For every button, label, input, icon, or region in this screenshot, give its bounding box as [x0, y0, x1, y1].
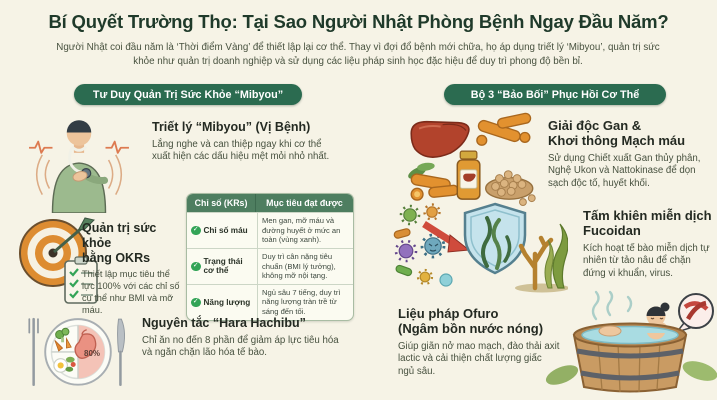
plate-80-label: 80% — [84, 349, 101, 358]
fucoidan-title-line1: Tấm khiên miễn dịch — [583, 208, 712, 223]
stethoscope-person-icon — [28, 109, 130, 213]
okr-kr-label: Trạng thái cơ thể — [203, 256, 243, 276]
left-column-header: Tư Duy Quản Trị Sức Khỏe “Mibyou” — [74, 84, 302, 105]
ofuro-description: Giúp giãn nở mao mạch, đào thải axit lactic và cải thiện chất lượng giấc ngủ sâu. — [398, 340, 560, 377]
liver-detox-title-line1: Giải độc Gan & — [548, 118, 642, 133]
virus-shield-seaweed-icon — [392, 199, 568, 294]
plate-80-percent-icon — [24, 305, 132, 395]
hara-hachibu-title: Nguyên tắc “Hara Hachibu” — [142, 316, 306, 330]
okr-title-line2: bằng OKRs — [82, 250, 151, 265]
check-icon: ✓ — [192, 298, 199, 306]
okr-row-body — [187, 248, 353, 284]
mibyou-item — [152, 120, 352, 164]
ofuro-bath-icon — [543, 289, 717, 397]
fucoidan-item — [583, 208, 717, 280]
page-subtitle: Người Nhật coi đầu năm là ‘Thời điểm Vàng’ để thiết lập lại cơ thể. Thay vì đợi đổ bệnh mới chữa, họ áp dụng triết lý ‘Mibyou’, quản trị sức khỏe như quản trị doanh nghiệp và sử dụng các liệu pháp sinh học đặc hiệu để duy trì phong độ bền bỉ. — [56, 42, 660, 67]
right-column-header: Bộ 3 “Bảo Bối” Phục Hồi Cơ Thể — [444, 84, 666, 105]
okr-row-energy — [187, 284, 353, 320]
okr-target-text: Ngủ sâu 7 tiếng, duy trì năng lượng tràn trề từ sáng đến tối. — [262, 287, 341, 317]
mibyou-title: Triết lý “Mibyou” (Vị Bệnh) — [152, 120, 311, 134]
okr-target-text: Men gan, mỡ máu và đường huyết ở mức an toàn (vùng xanh). — [262, 216, 341, 245]
check-icon: ✓ — [192, 226, 199, 234]
okr-header-kr: Chỉ số (KRs) — [187, 194, 256, 212]
okr-row-blood — [187, 212, 353, 248]
okr-description: Thiết lập mục tiêu thể lực 100% với các chỉ số cụ thể như BMI và mỡ máu. — [82, 269, 180, 316]
okr-table — [186, 193, 354, 321]
ofuro-title-line2: (Ngâm bồn nước nóng) — [398, 321, 544, 337]
liver-turmeric-natto-icon — [402, 108, 540, 206]
okr-table-header — [187, 194, 353, 212]
liver-detox-item — [548, 118, 716, 190]
fucoidan-title-line2: Fucoidan — [583, 223, 641, 239]
okr-header-target: Mục tiêu đạt được — [266, 198, 343, 208]
liver-detox-description: Sử dụng Chiết xuất Gan thủy phân, Nghệ Ukon và Nattokinase để dọn sạch độc tố, huyết khối. — [548, 152, 701, 189]
ofuro-title-line1: Liệu pháp Ofuro — [398, 306, 499, 321]
okr-kr-label: Năng lượng — [203, 297, 251, 307]
check-icon: ✓ — [192, 262, 199, 270]
okr-kr-label: Chỉ số máu — [203, 225, 248, 235]
fucoidan-description: Kích hoạt tế bào miễn dịch tự nhiên từ tảo nâu để chặn đứng vi khuẩn, virus. — [583, 242, 710, 279]
hara-hachibu-item — [142, 316, 354, 360]
page-title: Bí Quyết Trường Thọ: Tại Sao Người Nhật Phòng Bệnh Ngay Đầu Năm? — [48, 11, 669, 32]
okr-item — [82, 221, 184, 317]
ofuro-item — [398, 306, 566, 378]
hara-hachibu-description: Chỉ ăn no đến 8 phần để giảm áp lực tiêu hóa và ngăn chặn lão hóa tế bào. — [142, 334, 339, 359]
mibyou-description: Lắng nghe và can thiệp ngay khi cơ thể xuất hiện các dấu hiệu mệt mỏi nhỏ nhất. — [152, 138, 330, 163]
liver-detox-title-line2: Khơi thông Mạch máu — [548, 133, 686, 149]
okr-target-text: Duy trì cân nặng tiêu chuẩn (BMI lý tưởng), không mỡ nội tạng. — [262, 251, 336, 281]
okr-title-line1: Quản trị sức khỏe — [82, 221, 157, 250]
